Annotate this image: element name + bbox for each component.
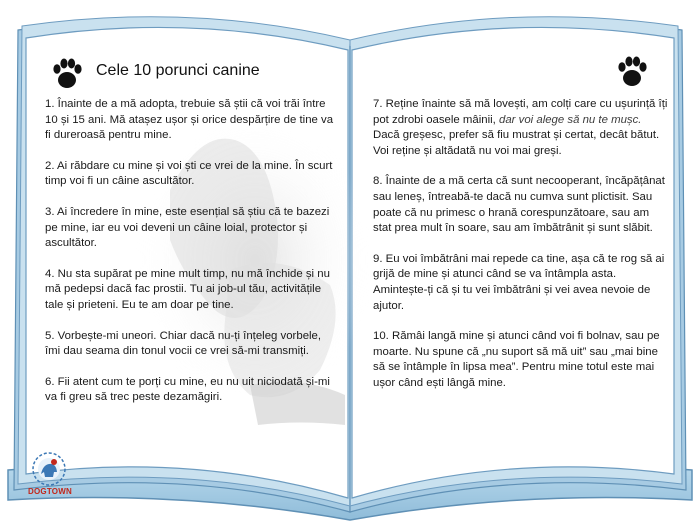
left-page-text xyxy=(45,97,337,421)
commandment-4: 4. Nu sta supărat pe mine mult timp, nu mă închide și nu mă pedepsi dacă fac prostii. Tu ai job-ul tău, activitățile tale și prieteni. Eu te am doar pe tine. xyxy=(45,267,330,311)
commandment-1: 1. Înainte de a mă adopta, trebuie să știi că voi trăi între 10 și 15 ani. Mă atașez ușor și orice despărțire de tine va fi dureroasă pentru mine. xyxy=(45,98,334,142)
commandment-10: 10. Rămâi langă mine și atunci când voi fi bolnav, sau pe moarte. Nu spune că „nu suport să mă uit” sau „mai bine să se întâmple în lipsa mea”. Pentru mine totul este mai ușor când ești lângă mine. xyxy=(373,330,660,389)
commandment-7: 7. Reține înainte să mă lovești, am colți care cu ușurință îți pot zdrobi oasele mâinii, dar voi alege să nu te mușc. Dacă greșesc, prefer să fiu mustrat și certat, decât bătut. Voi reține și altădată nu voi mai greși. xyxy=(373,98,668,157)
paw-print-icon xyxy=(614,54,650,90)
logo-label: DOGTOWN xyxy=(28,487,72,496)
dogtown-logo-icon xyxy=(30,450,68,488)
commandment-9: 9. Eu voi îmbătrâni mai repede ca tine, așa că te rog să ai grijă de mine și atunci când se va întâmpla asta. Amintește-ți că și tu vei îmbătrâni și vei avea nevoie de ajutor. xyxy=(373,252,665,312)
commandment-2: 2. Ai răbdare cu mine și voi ști ce vrei de la mine. În scurt timp voi fi un câine ascultător. xyxy=(45,159,333,188)
right-page-text xyxy=(373,97,669,407)
commandment-6: 6. Fii atent cum te porți cu mine, eu nu uit niciodată și-mi va fi greu să trec peste dezamăgiri. xyxy=(45,375,330,404)
page-title: Cele 10 porunci canine xyxy=(96,62,260,79)
italic-phrase: dar voi alege să nu te mușc. xyxy=(499,113,642,126)
commandment-3: 3. Ai încredere în mine, este esențial să știu că te bazezi pe mine, iar eu voi deveni un câine loial, protector și ascultător. xyxy=(45,205,330,250)
commandment-8: 8. Înainte de a mă certa că sunt necooperant, încăpățânat sau leneș, întreabă-te dacă nu cumva sunt plictisit. Sau poate că nu primesc o hrană corespunzătoare, sau am stat prea mult în soare, sau am îmbătrânit și sunt slăbit. xyxy=(373,175,665,235)
commandment-5: 5. Vorbește-mi uneori. Chiar dacă nu-ți înțeleg vorbele, îmi dau seama din tonul vocii ce vrei să-mi transmiți. xyxy=(45,329,322,358)
paw-print-icon xyxy=(49,56,85,92)
